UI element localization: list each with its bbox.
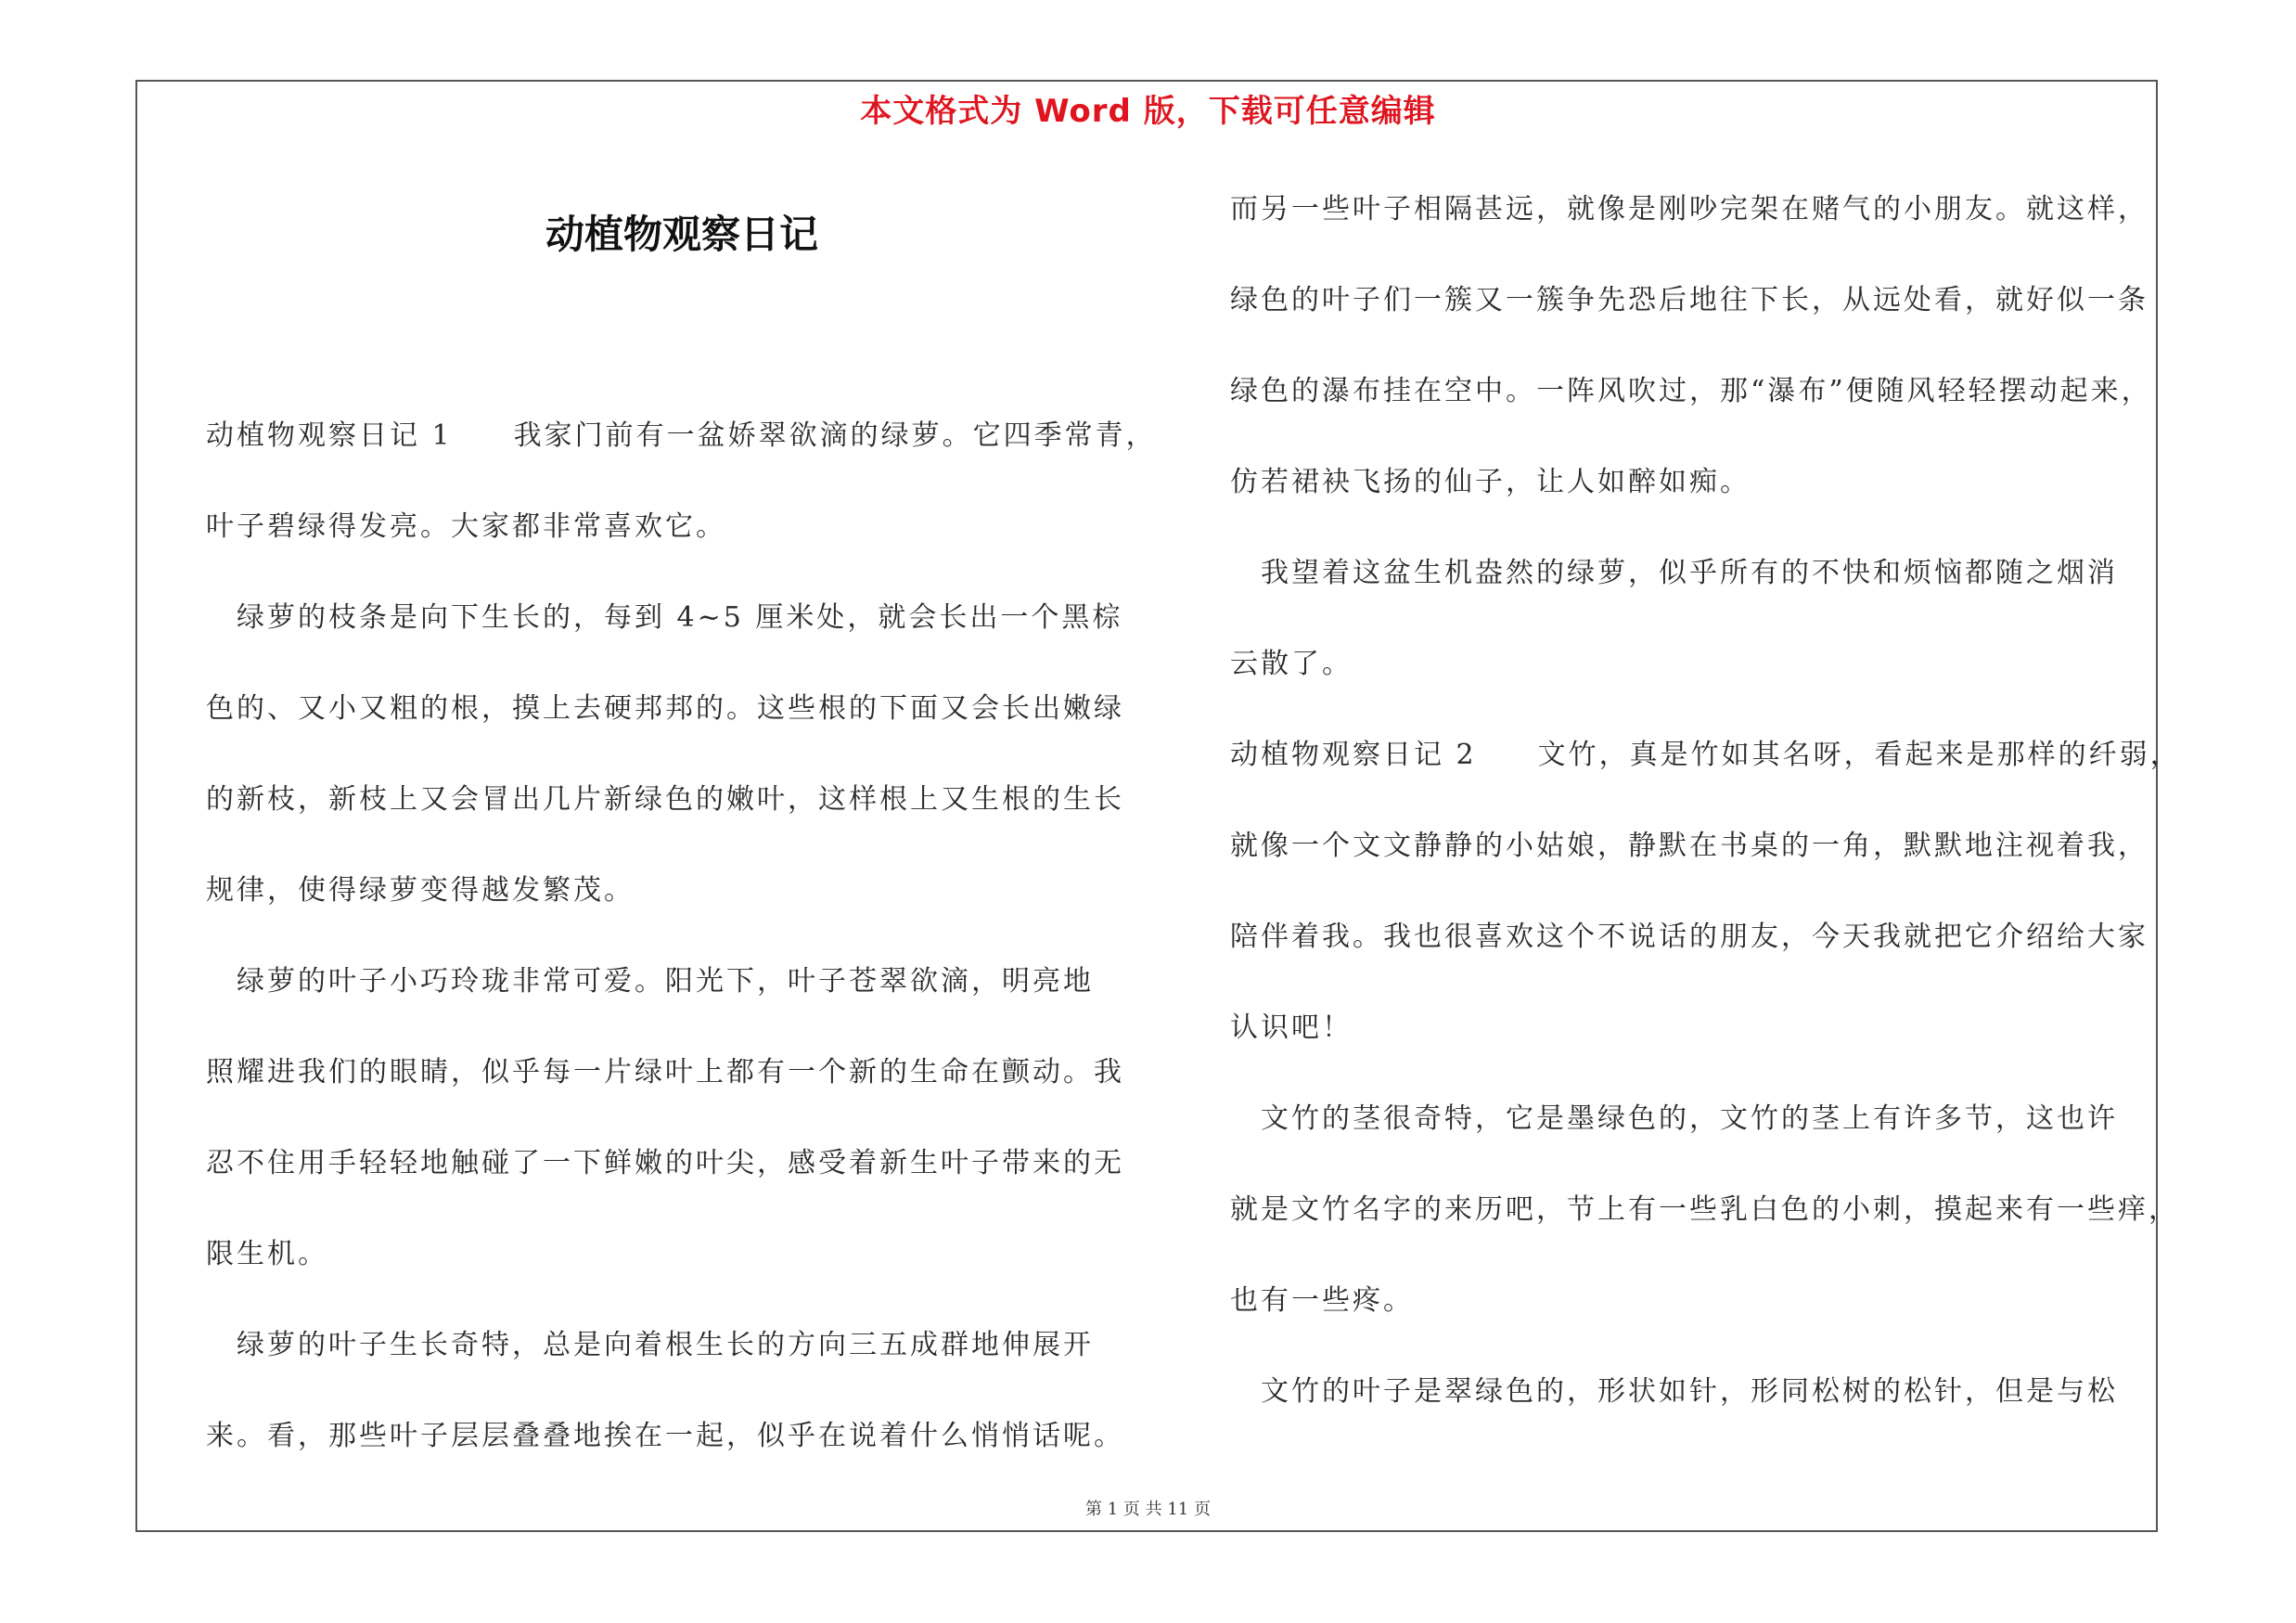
text-line: 文竹的茎很奇特，它是墨绿色的，文竹的茎上有许多节，这也许: [1230, 1102, 2118, 1135]
text-line: 我望着这盆生机盎然的绿萝，似乎所有的不快和烦恼都随之烟消: [1230, 557, 2118, 589]
text-line: 也有一些疼。: [1230, 1284, 1414, 1317]
word-format-banner: 本文格式为 Word 版，下载可任意编辑: [860, 93, 1436, 130]
document-title: 动植物观察日记: [545, 212, 818, 257]
text-line: 认识吧！: [1230, 1011, 1353, 1044]
text-line: 绿萝的叶子小巧玲珑非常可爱。阳光下，叶子苍翠欲滴，明亮地: [206, 965, 1094, 998]
text-line: 云散了。: [1230, 648, 1353, 680]
text-line: 动植物观察日记 2 文竹，真是竹如其名呀，看起来是那样的纤弱，: [1230, 739, 2181, 771]
text-line: 忍不住用手轻轻地触碰了一下鲜嫩的叶尖，感受着新生叶子带来的无: [206, 1147, 1124, 1179]
text-line: 动植物观察日记 1 我家门前有一盆娇翠欲滴的绿萝。它四季常青，: [206, 419, 1157, 452]
text-line: 而另一些叶子相隔甚远，就像是刚吵完架在赌气的小朋友。就这样，: [1230, 193, 2148, 225]
page-number-footer: 第 1 页 共 11 页: [1085, 1500, 1211, 1519]
text-line: 的新枝，新枝上又会冒出几片新绿色的嫩叶，这样根上又生根的生长: [206, 783, 1124, 816]
text-line: 限生机。: [206, 1238, 328, 1270]
text-line: 叶子碧绿得发亮。大家都非常喜欢它。: [206, 510, 726, 543]
text-line: 绿萝的叶子生长奇特，总是向着根生长的方向三五成群地伸展开: [206, 1329, 1094, 1361]
text-line: 规律，使得绿萝变得越发繁茂。: [206, 874, 635, 907]
text-line: 仿若裙袂飞扬的仙子，让人如醉如痴。: [1230, 466, 1751, 498]
text-line: 陪伴着我。我也很喜欢这个不说话的朋友，今天我就把它介绍给大家: [1230, 921, 2148, 953]
text-line: 绿萝的枝条是向下生长的，每到 4~5 厘米处，就会长出一个黑棕: [206, 601, 1123, 634]
text-line: 色的、又小又粗的根，摸上去硬邦邦的。这些根的下面又会长出嫩绿: [206, 692, 1124, 725]
text-line: 就像一个文文静静的小姑娘，静默在书桌的一角，默默地注视着我，: [1230, 830, 2148, 862]
text-line: 照耀进我们的眼睛，似乎每一片绿叶上都有一个新的生命在颤动。我: [206, 1056, 1124, 1088]
text-line: 绿色的叶子们一簇又一簇争先恐后地往下长，从远处看，就好似一条: [1230, 284, 2148, 316]
text-line: 绿色的瀑布挂在空中。一阵风吹过，那“瀑布”便随风轻轻摆动起来，: [1230, 375, 2152, 407]
text-line: 就是文竹名字的来历吧，节上有一些乳白色的小刺，摸起来有一些痒，: [1230, 1193, 2179, 1226]
text-line: 文竹的叶子是翠绿色的，形状如针，形同松树的松针，但是与松: [1230, 1375, 2118, 1408]
text-line: 来。看，那些叶子层层叠叠地挨在一起，似乎在说着什么悄悄话呢。: [206, 1420, 1124, 1452]
